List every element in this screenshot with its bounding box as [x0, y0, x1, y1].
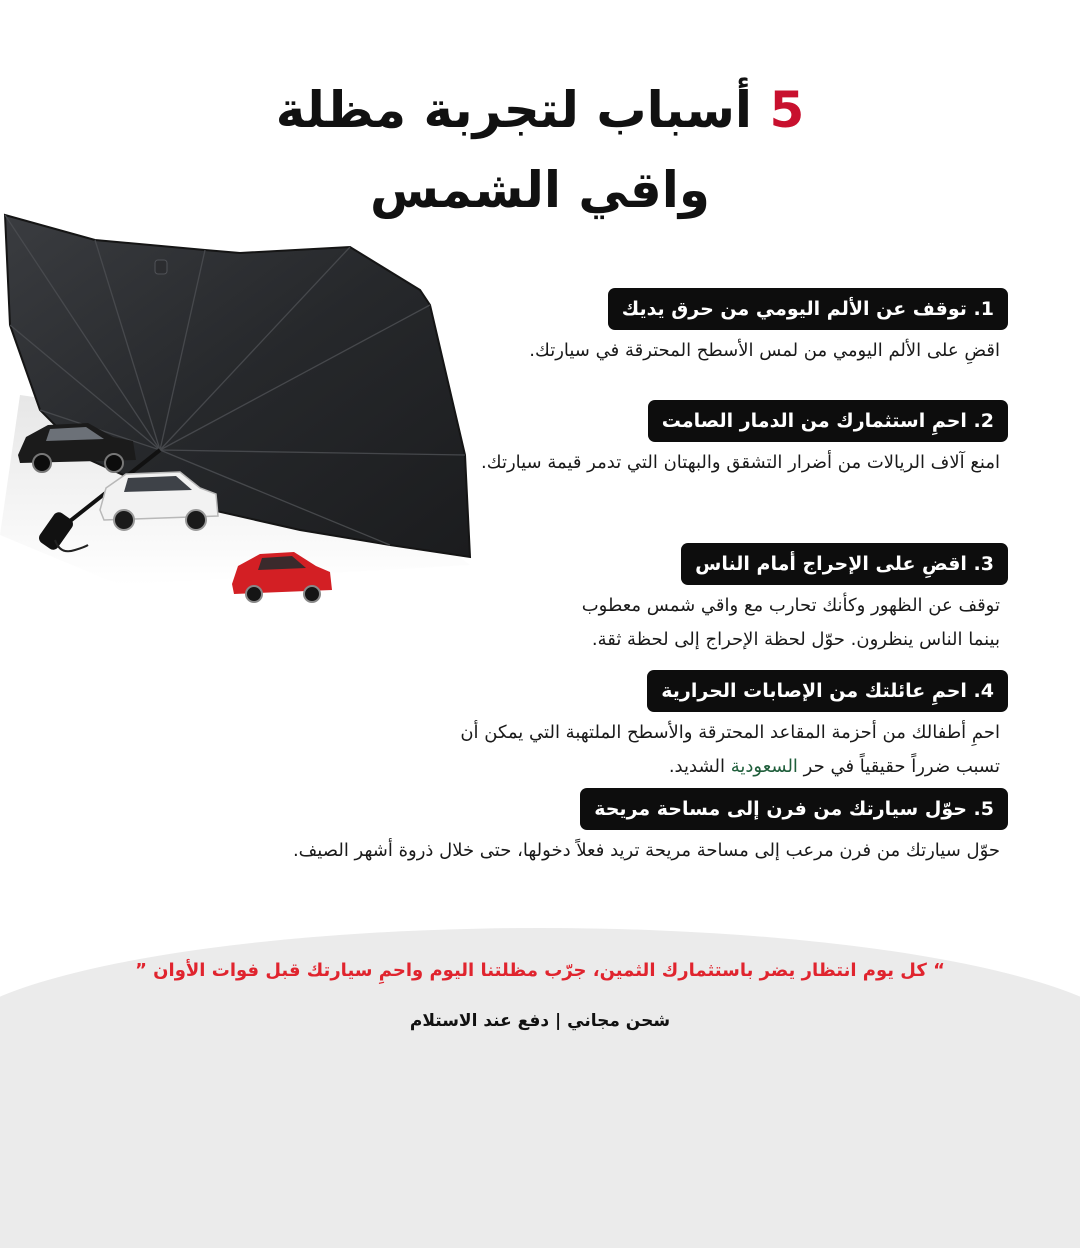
- title-number: 5: [769, 81, 805, 139]
- reason-4-highlight: السعودية: [730, 756, 798, 777]
- footer-quote: “ كل يوم انتظار يضر باستثمارك الثمين، جرّب مظلتنا اليوم واحمِ سيارتك قبل فوات الأوان ”: [135, 960, 945, 981]
- reason-4-body-part-2: الشديد.: [668, 756, 725, 777]
- shipping-info: شحن مجاني | دفع عند الاستلام: [409, 1011, 671, 1031]
- title-line-1: [0, 70, 1080, 150]
- reason-4-body: [448, 716, 1008, 784]
- reason-1: [528, 288, 1008, 368]
- product-illustration: [0, 205, 490, 625]
- reason-1-heading: 1. توقف عن الألم اليومي من حرق يديك: [608, 288, 1008, 330]
- reason-2: [478, 400, 1008, 480]
- reason-4-heading: 4. احمِ عائلتك من الإصابات الحرارية: [647, 670, 1008, 712]
- reason-3-heading: 3. اقضِ على الإحراج أمام الناس: [681, 543, 1008, 585]
- title-line-2: واقي الشمس: [370, 161, 710, 219]
- reason-2-heading: 2. احمِ استثمارك من الدمار الصامت: [648, 400, 1008, 442]
- reason-5-body: حوّل سيارتك من فرن مرعب إلى مساحة مريحة تريد فعلاً دخولها، حتى خلال ذروة أشهر الصيف.: [292, 840, 1000, 861]
- title-line-1-text: أسباب لتجربة مظلة: [275, 81, 753, 139]
- reason-1-body: اقضِ على الألم اليومي من لمس الأسطح المحترقة في سيارتك.: [529, 340, 1000, 361]
- reason-2-body: امنع آلاف الريالات من أضرار التشقق والبهتان التي تدمر قيمة سيارتك.: [481, 452, 1000, 473]
- reason-3: [568, 543, 1008, 657]
- reason-4: [448, 670, 1008, 784]
- reason-4-body-part-1: احمِ أطفالك من أحزمة المقاعد المحترقة والأسطح الملتهبة التي يمكن أن تسبب ضرراً حقيقياً في حر: [460, 722, 1000, 777]
- reason-5: [168, 788, 1008, 868]
- umbrella-image: [0, 205, 490, 625]
- reason-3-body: توقف عن الظهور وكأنك تحارب مع واقي شمس معطوب بينما الناس ينظرون. حوّل لحظة الإحراج إلى لحظة ثقة.: [581, 595, 1000, 650]
- reason-5-heading: 5. حوّل سيارتك من فرن إلى مساحة مريحة: [580, 788, 1008, 830]
